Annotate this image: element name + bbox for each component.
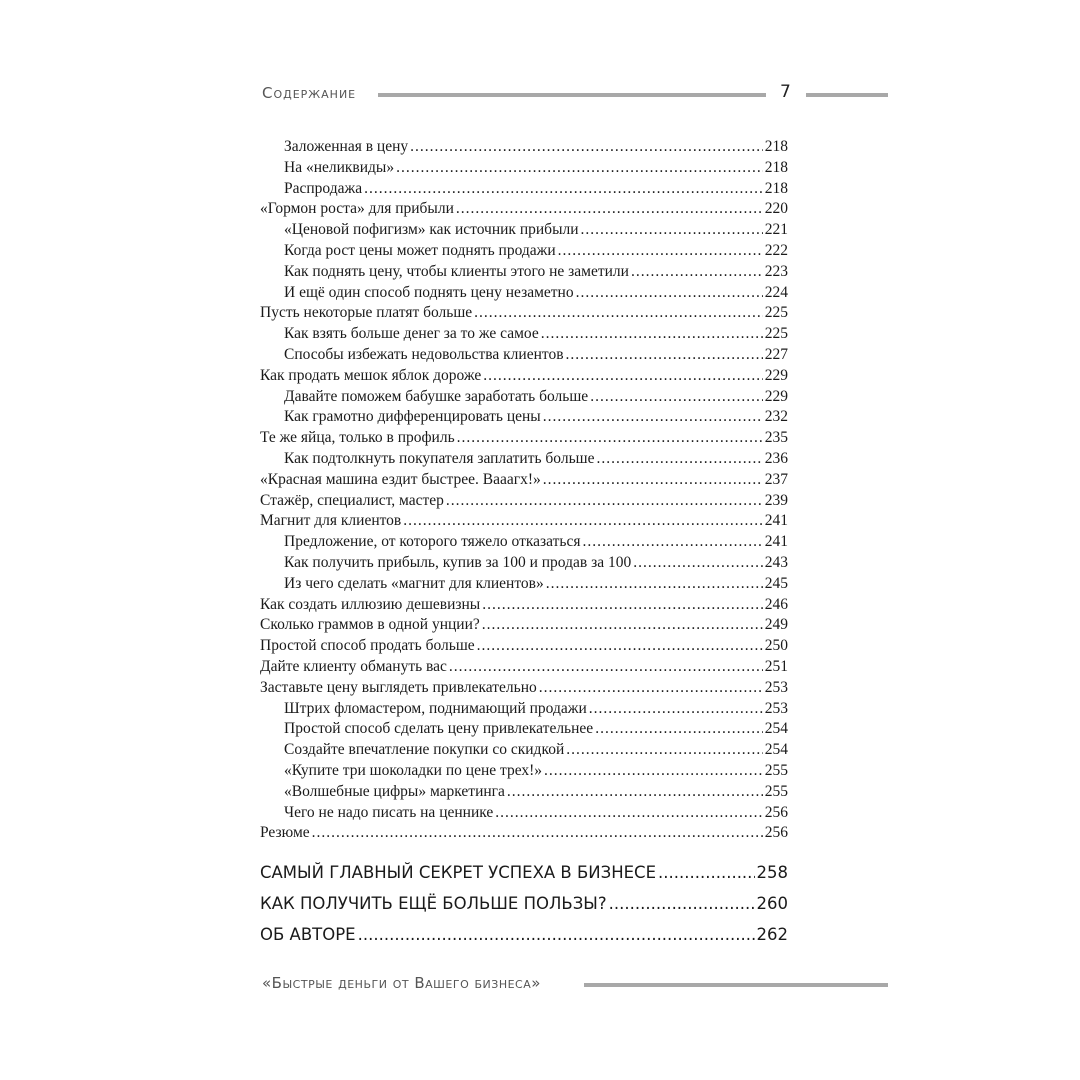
toc-entry-title: Из чего сделать «магнит для клиентов» (284, 574, 544, 592)
toc-entry-title: Резюме (260, 824, 310, 842)
dot-leader (544, 761, 763, 782)
toc-entry-title: «Купите три шоколадки по цене трех!» (284, 761, 543, 779)
dot-leader (449, 657, 763, 678)
toc-entry (260, 678, 788, 699)
dot-leader (396, 158, 763, 179)
dot-leader (595, 719, 763, 740)
toc-entry-title: Как получить прибыль, купив за 100 и продав за 100 (284, 553, 632, 571)
toc-entry (260, 387, 788, 408)
toc-entry-title: «Красная машина ездит быстрее. Вааагх!» (260, 470, 541, 488)
dot-leader (410, 137, 763, 158)
dot-leader (558, 241, 763, 262)
toc-entry-page: 253 (764, 678, 788, 696)
toc-entry (260, 761, 788, 782)
toc-entry-title: Как подтолкнуть покупателя заплатить больше (284, 449, 595, 467)
toc-entry (260, 324, 788, 345)
dot-leader (495, 803, 762, 824)
toc-entry-page: 251 (764, 657, 788, 675)
toc-entry (260, 179, 788, 200)
toc-entry-title: Предложение, от которого тяжело отказаться (284, 533, 581, 551)
toc-entry-title: Как поднять цену, чтобы клиенты этого не заметили (284, 262, 629, 280)
toc-entry-page: 232 (764, 408, 788, 426)
dot-leader (364, 179, 763, 200)
toc-entry (260, 574, 788, 595)
toc-entry (260, 888, 788, 919)
dot-leader (543, 407, 763, 428)
toc-entry-title: Способы избежать недовольства клиентов (284, 345, 564, 363)
toc-entry-title: Как создать иллюзию дешевизны (260, 595, 481, 613)
toc-entry-page: 222 (764, 241, 788, 259)
toc-entry-title: «Ценовой пофигизм» как источник прибыли (284, 221, 579, 239)
toc-entry (260, 283, 788, 304)
toc-entry-page: 236 (764, 449, 788, 467)
toc-entry-title: Сколько граммов в одной унции? (260, 616, 480, 634)
toc-entry (260, 199, 788, 220)
toc-entry (260, 262, 788, 283)
toc-entry (260, 823, 788, 844)
toc-entry-page: 254 (764, 720, 788, 738)
toc-entry (260, 740, 788, 761)
dot-leader (483, 366, 762, 387)
dot-leader (446, 491, 763, 512)
toc-entry-page: 260 (756, 894, 788, 913)
header-rule-right (806, 93, 888, 97)
toc-entry-page: 262 (756, 925, 788, 944)
dot-leader (589, 699, 763, 720)
page-number: 7 (780, 82, 791, 102)
toc-entry (260, 532, 788, 553)
toc-entry-page: 250 (764, 637, 788, 655)
toc-entry-title: Простой способ сделать цену привлекательнее (284, 720, 594, 738)
toc-entry (260, 303, 788, 324)
toc-entry-title: Как грамотно дифференцировать цены (284, 408, 541, 426)
toc-entry (260, 137, 788, 158)
toc-entry-page: 243 (764, 553, 788, 571)
toc-entry (260, 636, 788, 657)
toc-entry-title: Чего не надо писать на ценнике (284, 803, 494, 821)
toc-entry-page: 229 (764, 366, 788, 384)
dot-leader (482, 615, 763, 636)
toc-entry-page: 255 (764, 782, 788, 800)
dot-leader (477, 636, 763, 657)
toc-entry (260, 428, 788, 449)
toc-entry-title: ОБ АВТОРЕ (260, 925, 356, 944)
toc-entry-title: САМЫЙ ГЛАВНЫЙ СЕКРЕТ УСПЕХА В БИЗНЕСЕ (260, 863, 657, 882)
toc-entry (260, 803, 788, 824)
dot-leader (457, 428, 763, 449)
toc-entry-title: Стажёр, специалист, мастер (260, 491, 444, 509)
toc-entry-page: 225 (764, 325, 788, 343)
toc-entry-page: 218 (764, 138, 788, 155)
toc-entry (260, 857, 788, 888)
toc-entry-page: 239 (764, 491, 788, 509)
toc-entry-title: Давайте поможем бабушке заработать больше (284, 387, 589, 405)
footer-title: «Быстрые деньги от Вашего бизнеса» (262, 974, 541, 992)
dot-leader (566, 345, 763, 366)
dot-leader (576, 283, 763, 304)
dot-leader (596, 449, 762, 470)
toc-entry-title: Штрих фломастером, поднимающий продажи (284, 699, 587, 717)
toc-entry-page: 227 (764, 345, 788, 363)
table-of-contents (260, 137, 788, 844)
toc-entry-page: 253 (764, 699, 788, 717)
toc-entry-page: 241 (764, 533, 788, 551)
toc-entry (260, 719, 788, 740)
dot-leader (633, 553, 763, 574)
toc-entry-page: 256 (764, 803, 788, 821)
toc-entry (260, 158, 788, 179)
toc-entry-page: 249 (764, 616, 788, 634)
toc-entry-title: Как взять больше денег за то же самое (284, 325, 539, 343)
toc-entry (260, 511, 788, 532)
toc-entry (260, 470, 788, 491)
toc-entry-page: 241 (764, 512, 788, 530)
toc-entry (260, 657, 788, 678)
toc-entry-title: На «неликвиды» (284, 158, 395, 176)
toc-entry (260, 919, 788, 950)
toc-entry-page: 223 (764, 262, 788, 280)
toc-entry-page: 258 (756, 863, 788, 882)
toc-entry-title: Те же яйца, только в профиль (260, 429, 455, 447)
toc-entry (260, 366, 788, 387)
toc-entry-title: Простой способ продать больше (260, 637, 475, 655)
toc-entry-title: Дайте клиенту обмануть вас (260, 657, 447, 675)
toc-entry-title: Заложенная в цену (284, 138, 409, 155)
dot-leader (581, 220, 763, 241)
toc-entry-title: Пусть некоторые платят больше (260, 304, 473, 322)
toc-entry (260, 449, 788, 470)
toc-entry-page: 256 (764, 824, 788, 842)
dot-leader (474, 303, 763, 324)
toc-entry-title: Когда рост цены может поднять продажи (284, 241, 556, 259)
toc-entry-page: 246 (764, 595, 788, 613)
toc-entry-page: 221 (764, 221, 788, 239)
toc-entry (260, 241, 788, 262)
toc-entry-title: КАК ПОЛУЧИТЬ ЕЩЁ БОЛЬШЕ ПОЛЬЗЫ? (260, 894, 607, 913)
toc-entry-page: 255 (764, 761, 788, 779)
footer-rule (584, 983, 888, 987)
major-sections (260, 857, 788, 950)
dot-leader (482, 595, 763, 616)
header-title: Содержание (262, 84, 357, 102)
toc-entry (260, 782, 788, 803)
header-rule-left (378, 93, 766, 97)
toc-entry-title: Магнит для клиентов (260, 512, 402, 530)
dot-leader (631, 262, 763, 283)
toc-entry-page: 218 (764, 158, 788, 176)
dot-leader (539, 678, 763, 699)
toc-entry-page: 235 (764, 429, 788, 447)
dot-leader (590, 387, 763, 408)
toc-entry (260, 553, 788, 574)
dot-leader (658, 857, 754, 888)
toc-entry (260, 699, 788, 720)
toc-entry-page: 225 (764, 304, 788, 322)
running-header (262, 82, 888, 106)
toc-entry-page: 237 (764, 470, 788, 488)
dot-leader (456, 199, 763, 220)
toc-entry (260, 345, 788, 366)
toc-entry-title: «Волшебные цифры» маркетинга (284, 782, 505, 800)
toc-entry (260, 491, 788, 512)
dot-leader (546, 574, 763, 595)
toc-entry-page: 254 (764, 741, 788, 759)
toc-entry-page: 224 (764, 283, 788, 301)
toc-entry-title: Заставьте цену выглядеть привлекательно (260, 678, 537, 696)
dot-leader (583, 532, 763, 553)
toc-entry-title: И ещё один способ поднять цену незаметно (284, 283, 574, 301)
toc-entry-title: «Гормон роста» для прибыли (260, 200, 454, 218)
toc-entry (260, 220, 788, 241)
dot-leader (541, 324, 763, 345)
toc-entry-title: Как продать мешок яблок дороже (260, 366, 482, 384)
toc-entry-title: Создайте впечатление покупки со скидкой (284, 741, 565, 759)
toc-entry-title: Распродажа (284, 179, 363, 197)
dot-leader (543, 470, 763, 491)
dot-leader (507, 782, 763, 803)
toc-entry (260, 407, 788, 428)
dot-leader (358, 919, 755, 950)
toc-entry (260, 615, 788, 636)
toc-entry-page: 220 (764, 200, 788, 218)
toc-entry-page: 245 (764, 574, 788, 592)
dot-leader (312, 823, 763, 844)
dot-leader (609, 888, 755, 919)
dot-leader (566, 740, 763, 761)
toc-entry-page: 229 (764, 387, 788, 405)
toc-entry (260, 595, 788, 616)
dot-leader (403, 511, 762, 532)
running-footer (262, 972, 888, 996)
toc-entry-page: 218 (764, 179, 788, 197)
